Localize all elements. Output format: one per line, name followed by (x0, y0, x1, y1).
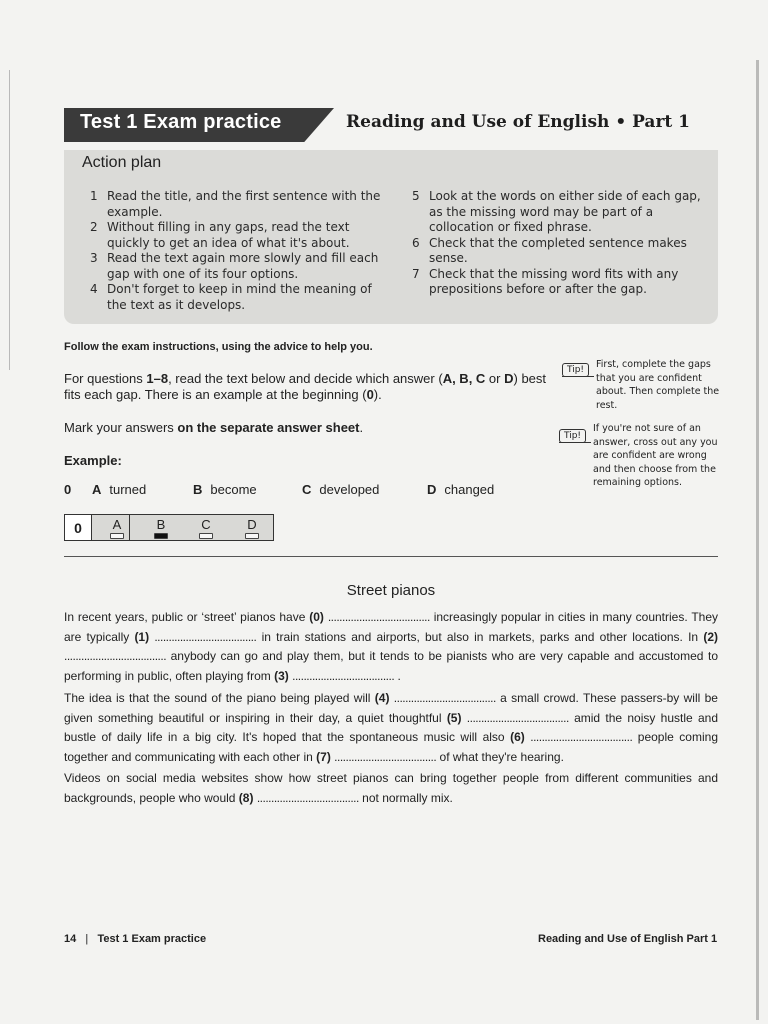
action-plan-right-column (412, 189, 708, 298)
item-number: 6 (412, 235, 420, 250)
option-key: A (92, 482, 102, 497)
grid-box-c (199, 533, 213, 539)
text-run: ) best fits each gap. There is an example at the beginning ( (64, 371, 547, 402)
example-option-b (193, 482, 257, 497)
text-run: or (485, 371, 505, 386)
text-run: For questions (64, 371, 147, 386)
gap-number: (7) (316, 749, 331, 764)
gap-number: (6) (510, 730, 525, 744)
example-number-text: 0 (64, 482, 72, 497)
text-title: Street pianos (346, 582, 436, 599)
item-text: Without filling in any gaps, read the text quickly to get an idea of what it's about. (107, 220, 350, 250)
follow-instruction: Follow the exam instructions, using the advice to help you. (64, 341, 373, 353)
item-text: Don't forget to keep in mind the meaning of the text as it develops. (107, 282, 372, 312)
item-text: Check that the completed sentence makes sense. (429, 235, 687, 265)
gap-dots: .................................... (256, 790, 359, 805)
gap-dots: .................................... (334, 749, 437, 764)
item-number: 3 (90, 251, 98, 265)
tip-badge: Tip! (559, 429, 586, 443)
option-key: C (302, 482, 312, 497)
option-letters: A, B, C (442, 371, 486, 386)
tip-1 (562, 359, 589, 377)
tip-underline (562, 376, 594, 377)
gap-number: (8) (238, 790, 254, 805)
item-text: Look at the words on either side of each gap, as the missing word may be part of a collocation or fixed phrase. (429, 189, 701, 234)
example-number: 0 (366, 387, 374, 402)
grid-option-a: A (112, 517, 122, 532)
gap-number: (3) (274, 668, 289, 683)
action-plan-item (90, 220, 390, 251)
action-plan-item (90, 189, 390, 220)
example-option-a (92, 482, 146, 497)
text-run: in train stations and airports, but also in markets, parks and other locations. In (256, 629, 704, 644)
gap-dots: .................................... (530, 730, 633, 744)
example-option-c (302, 482, 379, 497)
gap-number: (4) (374, 691, 390, 705)
grid-divider (129, 515, 130, 540)
option-key: D (427, 482, 437, 497)
grid-box-b-selected (154, 533, 168, 539)
tip-underline (559, 442, 591, 443)
gap-dots: .................................... (466, 710, 569, 725)
footer-left (64, 933, 206, 945)
text-run: anybody can go and play them, but it tends to be pianists who are very capable and accustomed to performing in public, often playing from (64, 649, 718, 683)
gap-number: (0) (309, 610, 324, 624)
action-plan-item (90, 282, 390, 313)
item-number: 5 (412, 189, 420, 203)
item-text: Read the title, and the first sentence with the example. (107, 189, 381, 219)
grid-option-b: B (156, 517, 166, 532)
text-run: , read the text below and decide which answer ( (168, 371, 443, 386)
gap-number: (2) (703, 629, 718, 644)
answer-grid (64, 514, 274, 541)
gap-dots: .................................... (327, 610, 430, 624)
example-label: Example: (64, 453, 122, 468)
text-run: . (359, 420, 364, 435)
scan-left-line (9, 70, 10, 370)
gap-number: (1) (134, 629, 150, 644)
page-number: 14 (64, 933, 77, 945)
option-word: changed (444, 482, 495, 497)
item-number: 1 (90, 189, 98, 203)
test-title: Test 1 Exam practice (80, 111, 282, 133)
divider-rule (64, 556, 718, 557)
paragraph-1 (64, 608, 718, 686)
gap-dots: .................................... (393, 691, 496, 705)
text-run: amid the noisy hustle and bustle of daily life in a big city. It's hoped that the spontaneous music will also (64, 710, 718, 744)
text-run: ). (373, 387, 382, 402)
grid-option-d: D (247, 517, 257, 532)
text-run: . (394, 668, 401, 683)
gap-dots: .................................... (64, 649, 167, 663)
tip-1-text: First, complete the gaps that you are confident about. Then complete the rest. (596, 359, 720, 411)
action-plan-title: Action plan (82, 154, 162, 171)
tip-2 (559, 425, 586, 443)
action-plan-left-column (90, 189, 390, 313)
paragraph-3 (64, 769, 718, 808)
footer-left-title: Test 1 Exam practice (97, 933, 207, 945)
section-title: Reading and Use of English • Part 1 (346, 112, 691, 132)
question-instructions (64, 371, 554, 403)
text-run: Videos on social media websites show how street pianos can bring together people from different communities and backgrounds, people who would (64, 771, 718, 805)
paragraph-2 (64, 689, 718, 767)
gap-dots: .................................... (154, 629, 257, 644)
item-number: 2 (90, 220, 98, 234)
text-run: Mark your answers (64, 420, 178, 435)
text-run: The idea is that the sound of the piano being played will (64, 691, 375, 705)
item-number: 4 (90, 282, 98, 296)
grid-option-c: C (201, 517, 211, 532)
gap-dots: .................................... (292, 668, 395, 683)
footer-right-title: Reading and Use of English Part 1 (538, 933, 718, 945)
grid-box-d (245, 533, 259, 539)
action-plan-item (90, 251, 390, 282)
tip-2-text: If you're not sure of an answer, cross out any you are confident are wrong and then choose from the remaining options. (593, 423, 718, 488)
gap-number: (5) (446, 710, 462, 725)
tip-badge: Tip! (562, 363, 589, 377)
example-number (64, 482, 71, 497)
action-plan-item (412, 189, 708, 236)
question-range: 1–8 (146, 371, 169, 386)
action-plan-item (412, 267, 708, 298)
option-key: B (193, 482, 203, 497)
answer-sheet-emphasis: on the separate answer sheet (177, 420, 360, 435)
scan-edge-shadow (756, 60, 759, 1020)
mark-instruction (64, 420, 363, 435)
footer-separator: | (85, 933, 89, 945)
option-letter-d: D (504, 371, 514, 386)
text-run: increasingly popular in cities in many countries. They are typically (64, 610, 719, 644)
option-word: developed (319, 482, 380, 497)
item-number: 7 (412, 266, 420, 281)
text-run: people coming together and communicating with each other in (64, 730, 718, 764)
text-run: of what they're hearing. (436, 749, 564, 764)
answer-grid-number: 0 (65, 515, 92, 540)
grid-box-a (110, 533, 124, 539)
action-plan-item (412, 236, 708, 267)
item-text: Check that the missing word fits with any prepositions before or after the gap. (429, 266, 679, 296)
example-option-d (427, 482, 494, 497)
text-run: a small crowd. These passers-by will be given something beautiful or inspiring in their day, a quiet thoughtful (64, 691, 718, 725)
item-text: Read the text again more slowly and fill each gap with one of its four options. (107, 251, 379, 281)
option-word: turned (109, 482, 147, 497)
option-word: become (210, 482, 257, 497)
text-run: In recent years, public or ‘street’ pianos have (64, 610, 310, 624)
text-run: not normally mix. (358, 790, 453, 805)
